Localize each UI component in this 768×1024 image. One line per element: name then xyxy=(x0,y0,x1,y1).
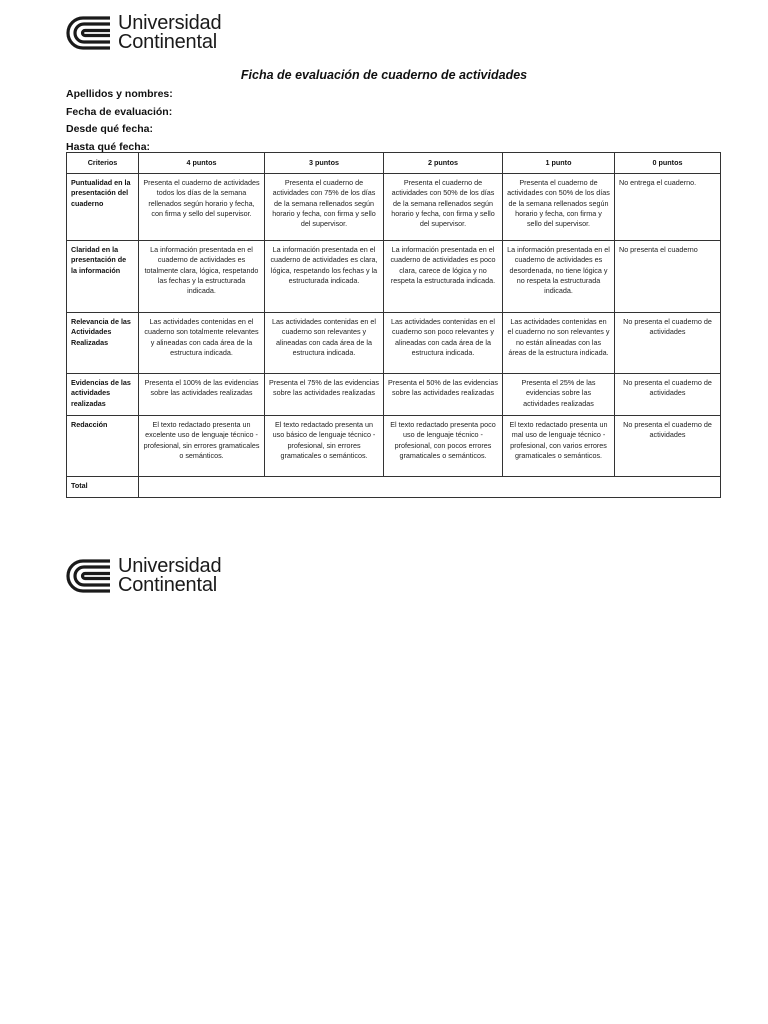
criterion-cell: Redacción xyxy=(67,416,139,477)
field-evaluation-date: Fecha de evaluación: xyxy=(66,105,173,118)
university-logo-text xyxy=(118,557,221,595)
score-cell: Las actividades contenidas en el cuaderno son totalmente relevantes y alineadas con cada área de la estructura indicada. xyxy=(139,313,265,374)
table-header-row xyxy=(67,153,721,174)
logo-line-1: Universidad xyxy=(118,12,222,34)
score-cell: Presenta el 100% de las evidencias sobre las actividades realizadas xyxy=(139,374,265,416)
university-logo-bottom xyxy=(66,557,221,595)
student-fields xyxy=(66,86,173,156)
score-cell: Presenta el 50% de las evidencias sobre las actividades realizadas xyxy=(384,374,503,416)
field-to-date: Hasta qué fecha: xyxy=(66,140,151,153)
field-name: Apellidos y nombres: xyxy=(66,88,173,100)
score-cell: La información presentada en el cuaderno de actividades es clara, lógica, respetando los fechas y la estructurada indicada. xyxy=(265,241,384,313)
criterion-cell: Relevancia de las Actividades Realizadas xyxy=(67,313,139,374)
university-logo-icon xyxy=(66,559,110,593)
total-value-cell xyxy=(139,477,721,498)
table-row xyxy=(67,241,721,313)
score-cell: Presenta el 75% de las evidencias sobre las actividades realizadas xyxy=(265,374,384,416)
score-cell: El texto redactado presenta un excelente uso de lenguaje técnico - profesional, sin errores gramaticales o semánticos. xyxy=(139,416,265,477)
score-cell: Presenta el cuaderno de actividades todos los días de la semana rellenados según horario y fecha, con firma y sello del supervisor. xyxy=(139,174,265,241)
total-label: Total xyxy=(67,477,139,498)
document-title: Ficha de evaluación de cuaderno de actividades xyxy=(240,68,528,82)
score-cell: El texto redactado presenta un mal uso de lenguaje técnico - profesional, con varios errores gramaticales o semánticos. xyxy=(503,416,615,477)
score-cell: Presenta el cuaderno de actividades con 50% de los días de la semana rellenados según horario y fecha, con firma y sello del supervisor. xyxy=(384,174,503,241)
total-row xyxy=(67,477,721,498)
score-cell: Las actividades contenidas en el cuaderno no son relevantes y no están alineadas con las áreas de la estructura indicada. xyxy=(503,313,615,374)
score-cell: El texto redactado presenta poco uso de lenguaje técnico - profesional, con pocos errores gramaticales o semánticos. xyxy=(384,416,503,477)
header-2-points: 2 puntos xyxy=(384,153,503,174)
score-cell: La información presentada en el cuaderno de actividades es desordenada, no tiene lógica y no respeta la estructurada indicada. xyxy=(503,241,615,313)
header-criteria: Criterios xyxy=(67,153,139,174)
rubric-table xyxy=(66,152,721,498)
table-row xyxy=(67,416,721,477)
score-cell: No presenta el cuaderno de actividades xyxy=(615,416,721,477)
header-3-points: 3 puntos xyxy=(265,153,384,174)
score-cell: Presenta el cuaderno de actividades con 75% de los días de la semana rellenados según horario y fecha, con firma y sello del supervisor. xyxy=(265,174,384,241)
score-cell: Presenta el 25% de las evidencias sobre las actividades realizadas xyxy=(503,374,615,416)
score-cell: No presenta el cuaderno xyxy=(615,241,721,313)
criterion-cell: Claridad en la presentación de la información xyxy=(67,241,139,313)
table-row xyxy=(67,313,721,374)
header-1-point: 1 punto xyxy=(503,153,615,174)
score-cell: La información presentada en el cuaderno de actividades es poco clara, carece de lógica y no respeta la estructurada indicada. xyxy=(384,241,503,313)
university-logo-text xyxy=(118,14,221,52)
score-cell: Las actividades contenidas en el cuaderno son poco relevantes y alineadas con cada área de la estructura indicada. xyxy=(384,313,503,374)
score-cell: Las actividades contenidas en el cuaderno son relevantes y alineadas con cada área de la estructura indicada. xyxy=(265,313,384,374)
criterion-cell: Puntualidad en la presentación del cuaderno xyxy=(67,174,139,241)
table-row xyxy=(67,174,721,241)
header-0-points: 0 puntos xyxy=(615,153,721,174)
score-cell: No presenta el cuaderno de actividades xyxy=(615,374,721,416)
logo-line-2: Continental xyxy=(118,574,217,596)
university-logo-top xyxy=(66,14,221,52)
score-cell: La información presentada en el cuaderno de actividades es totalmente clara, lógica, respetando las fechas y la estructurada indicada. xyxy=(139,241,265,313)
university-logo-icon xyxy=(66,16,110,50)
criterion-cell: Evidencias de las actividades realizadas xyxy=(67,374,139,416)
score-cell: No entrega el cuaderno. xyxy=(615,174,721,241)
logo-line-2: Continental xyxy=(118,31,217,53)
score-cell: El texto redactado presenta un uso básico de lenguaje técnico - profesional, sin errores gramaticales o semánticos. xyxy=(265,416,384,477)
field-from-date: Desde qué fecha: xyxy=(66,123,153,135)
header-4-points: 4 puntos xyxy=(139,153,265,174)
score-cell: Presenta el cuaderno de actividades con 50% de los días de la semana rellenados según horario y fecha, con firma y sello del supervisor. xyxy=(503,174,615,241)
logo-line-1: Universidad xyxy=(118,555,222,577)
score-cell: No presenta el cuaderno de actividades xyxy=(615,313,721,374)
table-row xyxy=(67,374,721,416)
